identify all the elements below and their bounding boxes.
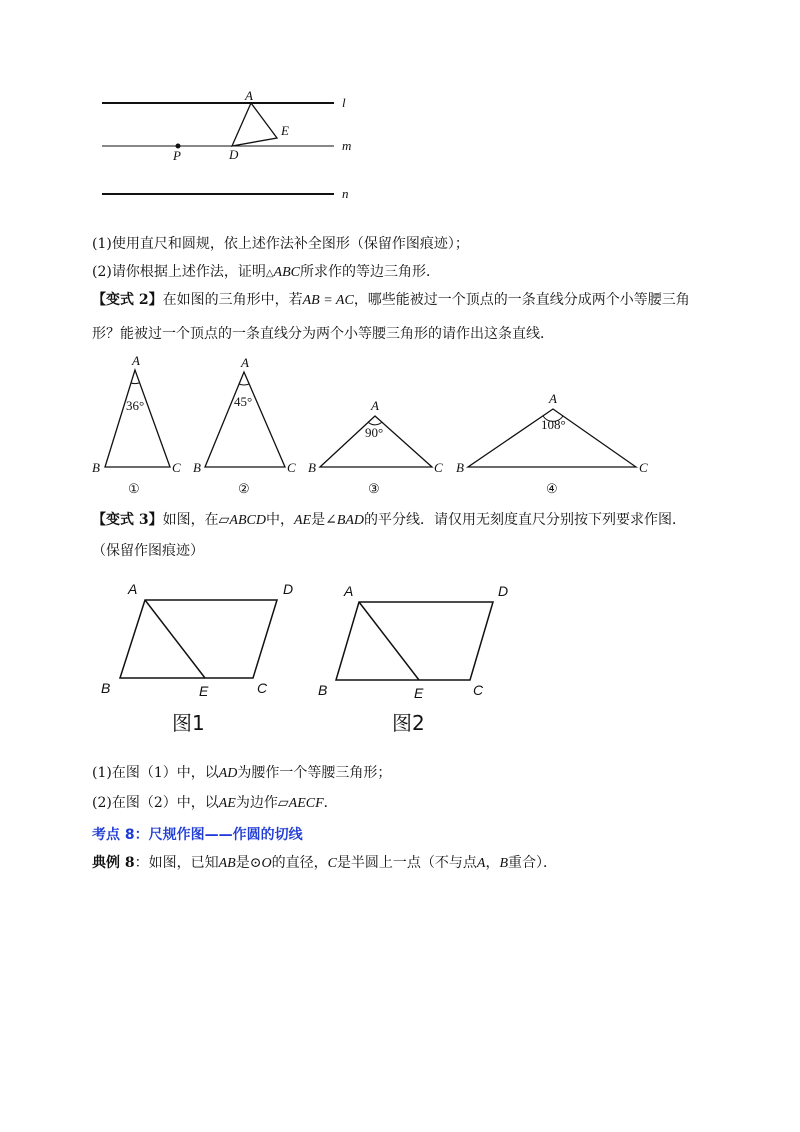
para1-e: E [199,683,209,699]
tri4-angle: 108° [541,417,566,432]
tri2-c: C [287,460,296,475]
part-2-aecf: AECF [288,796,324,811]
tri2-angle: 45° [234,394,253,409]
example-8-point-b: B [499,856,509,871]
tri3-b: B [308,460,316,475]
variant-3-text-b: 中， [265,512,294,528]
tri1-c: C [172,460,181,475]
variant-3-tag: 【变式 3】 [92,512,163,528]
tri4-b: B [456,460,464,475]
triangle-1 [92,353,181,496]
tri2-a: A [241,355,249,370]
part-2-end: ． [323,795,338,811]
label-m: m [342,138,352,153]
parallelogram-symbol-2: ▱ [277,795,289,811]
example-8-text-f: 重合）． [508,855,558,871]
q2-prefix: (2)请你根据上述作法，证明 [92,264,266,280]
example-8-ab: AB [218,856,236,871]
tri1-angle: 36° [126,398,145,413]
question-1: (1)使用直尺和圆规，依上述作法补全图形（保留作图痕迹）； [92,236,469,252]
q2-suffix: 所求作的等边三角形． [300,264,440,280]
para1-a: A [128,581,138,597]
tri4-a: A [549,391,557,406]
tri3-a: A [371,398,379,413]
tri3-angle: 90° [365,425,384,440]
variant-3-text-d: 的平分线．请仅用无刻度直尺分别按下列要求作图． [364,512,687,528]
variant-2-line-2: 形？能被过一个顶点的一条直线分为两个小等腰三角形的请作出这条直线． [92,326,554,342]
variant-3-text-c: 是 [311,512,326,528]
part-2-text-a: (2)在图（2）中，以 [92,795,219,811]
figure-parallelograms [0,570,800,740]
label-p: P [173,148,181,163]
question-2 [92,262,440,284]
example-8-point-a: A [476,856,486,871]
tri4-c: C [639,460,648,475]
label-n: n [342,186,349,201]
para1-c: C [257,680,268,696]
figure-four-triangles [0,350,800,500]
triangle-symbol: △ [265,268,274,279]
variant-3-bad: BAD [336,513,365,528]
example-8-circle-o: ⊙O [249,856,272,871]
part-2 [92,793,338,814]
variant-2-eq: AB = AC [302,293,354,308]
tri2-number: ② [238,481,250,496]
parallelogram-2 [318,583,508,735]
variant-3-line-2: （保留作图痕迹） [92,543,204,559]
tri4-number: ④ [546,481,558,496]
para1-b: B [101,680,111,696]
example-8-text-b: 是 [235,855,250,871]
part-2-text-b: 为边作 [235,795,278,811]
variant-3-text-a: 如图，在 [162,512,219,528]
part-1-text-b: 为腰作一个等腰三角形； [237,765,392,781]
para2-c: C [473,682,484,698]
tri2-b: B [193,460,201,475]
tri1-a: A [132,353,140,368]
label-d: D [229,147,239,162]
example-8-c: C [327,856,337,871]
example-8-text-d: 是半圆上一点（不与点 [336,855,477,871]
tri1-number: ① [128,481,140,496]
triangle-3 [308,398,443,496]
example-8-tag: 典例 8 [92,855,135,871]
example-8-text-e: ， [485,855,500,871]
variant-2-line-1 [92,290,690,311]
variant-2-tag: 【变式 2】 [92,292,163,308]
example-8-text-a: ：如图，已知 [134,855,219,871]
parallelogram-1 [101,581,293,735]
label-e: E [281,123,289,138]
variant-3-abcd: ABCD [229,513,266,528]
variant-3-ae: AE [293,513,312,528]
tri3-c: C [434,460,443,475]
para2-a: A [344,583,354,599]
para2-caption: 图2 [392,711,425,735]
variant-3-line-1 [92,510,686,531]
label-l: l [342,95,346,110]
para2-b: B [318,682,328,698]
part-1-ad: AD [218,766,238,781]
section-heading: 考点 8：尺规作图——作圆的切线 [92,827,303,843]
variant-2-text-b: ，哪些能被过一个顶点的一条直线分成两个小等腰三角 [353,292,690,308]
variant-2-text-a: 在如图的三角形中，若 [162,292,303,308]
para2-d: D [498,583,509,599]
part-1 [92,763,391,784]
tri3-number: ③ [368,481,380,496]
tri1-b: B [92,460,100,475]
example-8-text-c: 的直径， [271,855,328,871]
example-8 [92,853,557,874]
triangle-4 [456,391,648,496]
q2-abc: ABC [273,265,300,280]
label-a: A [245,88,253,103]
para2-e: E [414,685,424,701]
figure-parallel-lines [0,0,800,220]
parallelogram-symbol: ▱ [218,512,230,528]
triangle-2 [193,355,296,496]
part-2-ae: AE [218,796,236,811]
para1-caption: 图1 [172,711,205,735]
part-1-text-a: (1)在图（1）中，以 [92,765,219,781]
para1-d: D [283,581,294,597]
angle-symbol: ∠ [325,512,337,528]
